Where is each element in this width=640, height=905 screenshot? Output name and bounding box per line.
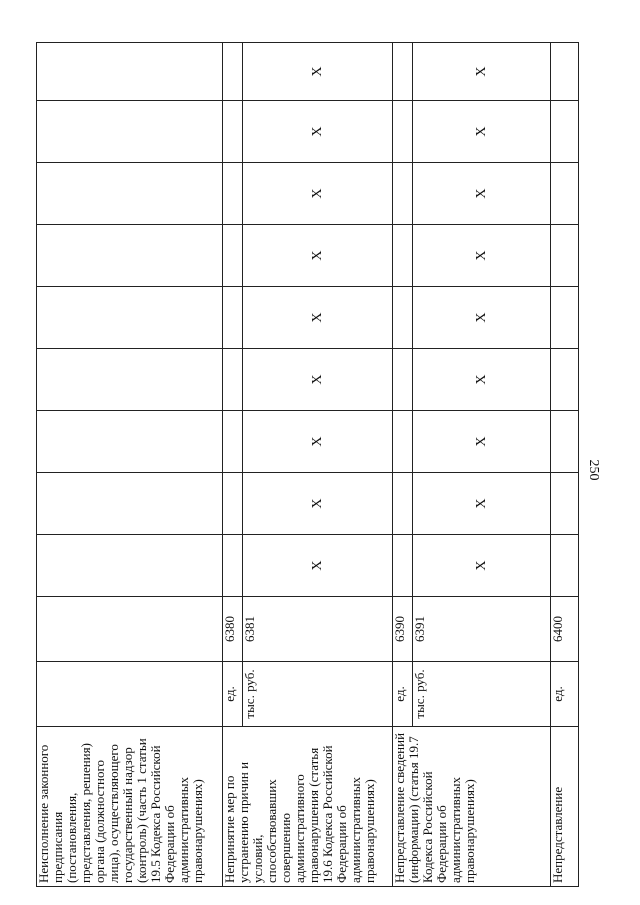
report-table xyxy=(36,42,579,887)
x-mark: Х xyxy=(413,43,551,101)
x-mark: Х xyxy=(413,101,551,163)
unit-cell: тыс. руб. xyxy=(413,662,551,727)
x-mark: Х xyxy=(243,163,393,225)
code-cell: 6391 xyxy=(413,597,551,662)
x-mark: Х xyxy=(243,225,393,287)
rotated-table-container xyxy=(36,42,578,887)
x-mark: Х xyxy=(413,349,551,411)
unit-cell: тыс. руб. xyxy=(243,662,393,727)
x-mark: Х xyxy=(243,287,393,349)
x-mark: Х xyxy=(243,43,393,101)
code-cell xyxy=(37,597,223,662)
code-cell: 6380 xyxy=(223,597,243,662)
row-label: Неисполнение законного предписания (постановления, представления, решения) органа (должностного лица), осуществляющего государственный надзор (контроль) (часть 1 статьи 19.5 Кодекса Российской Федерации об административных правонарушениях) xyxy=(37,727,223,887)
x-mark: Х xyxy=(413,473,551,535)
x-mark: Х xyxy=(243,473,393,535)
table-row xyxy=(393,43,413,887)
x-mark: Х xyxy=(413,535,551,597)
x-mark: Х xyxy=(243,535,393,597)
x-mark: Х xyxy=(243,349,393,411)
x-mark: Х xyxy=(413,411,551,473)
x-mark: Х xyxy=(413,163,551,225)
row-label: Непредставление сведений (информации) (статья 19.7 Кодекса Российской Федерации об административных правонарушениях) xyxy=(393,727,551,887)
unit-cell: ед. xyxy=(551,662,579,727)
code-cell: 6390 xyxy=(393,597,413,662)
row-label: Непредставление xyxy=(551,727,579,887)
x-mark: Х xyxy=(243,411,393,473)
page-number: 250 xyxy=(586,459,601,481)
unit-cell: ед. xyxy=(393,662,413,727)
table-row xyxy=(37,43,223,887)
table-row xyxy=(551,43,579,887)
x-mark: Х xyxy=(413,287,551,349)
unit-cell: ед. xyxy=(223,662,243,727)
code-cell: 6400 xyxy=(551,597,579,662)
unit-cell xyxy=(37,662,223,727)
code-cell: 6381 xyxy=(243,597,393,662)
x-mark: Х xyxy=(413,225,551,287)
x-mark: Х xyxy=(243,101,393,163)
table-row xyxy=(223,43,243,887)
row-label: Непринятие мер по устранению причин и условий, способствовавших совершению административного правонарушения (статья 19.6 Кодекса Российской Федерации об административных правонарушениях) xyxy=(223,727,393,887)
